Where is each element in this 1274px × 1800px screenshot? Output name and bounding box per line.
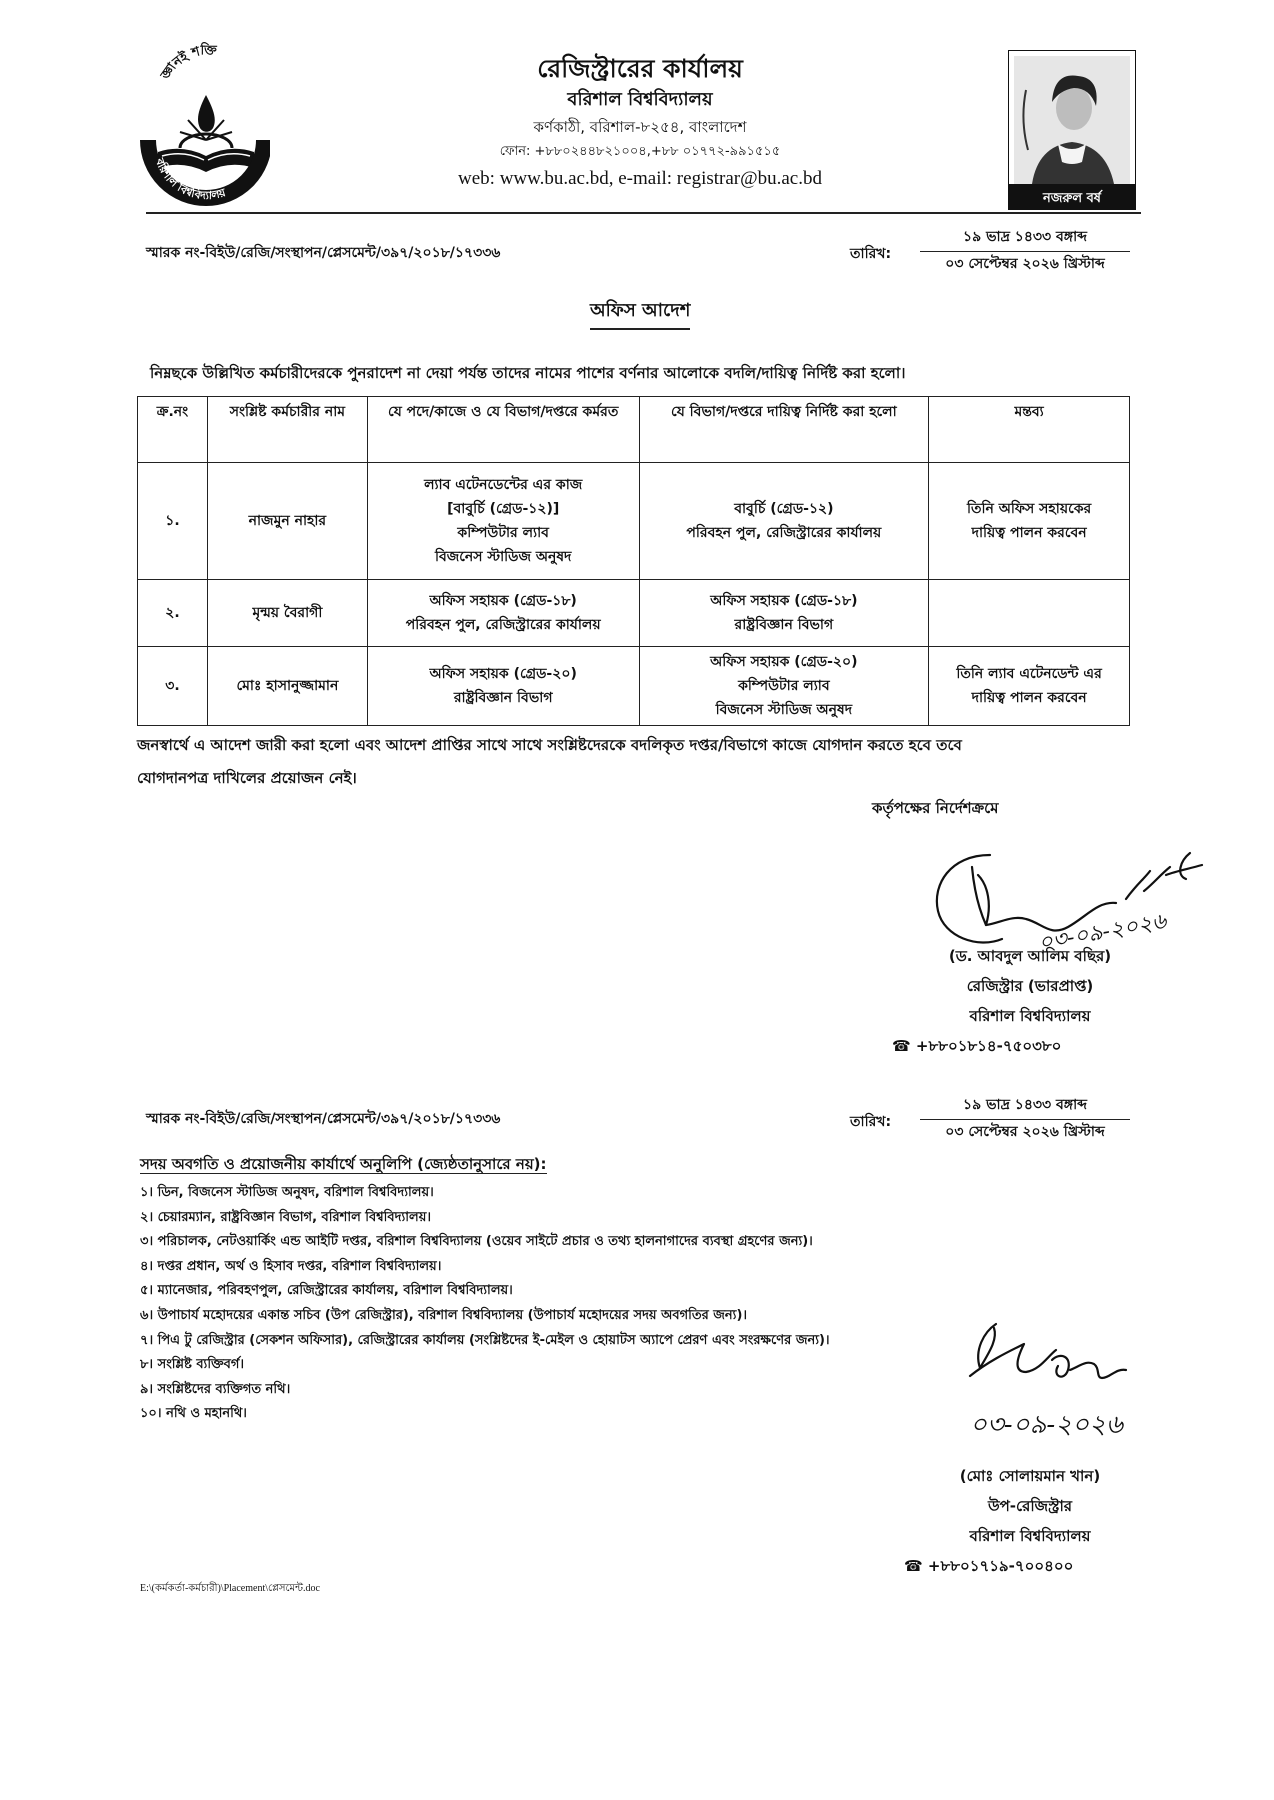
- signatory-phone-line: [880, 1031, 1180, 1061]
- telephone-icon: ☎: [892, 1037, 911, 1055]
- date-label: তারিখ:: [850, 246, 892, 262]
- serial-cell: ২.: [138, 580, 208, 647]
- list-item: ৮। সংশ্লিষ্ট ব্যক্তিবর্গ।: [140, 1357, 245, 1373]
- university-logo: [140, 40, 270, 210]
- signatory-name: (ড. আবদুল আলিম বছির): [948, 947, 1112, 965]
- cell-line: বিজনেস স্টাডিজ অনুষদ: [715, 702, 853, 718]
- transfer-table: [137, 396, 1130, 726]
- serial-cell: ৩.: [138, 647, 208, 726]
- cell-line: অফিস সহায়ক (গ্রেড-২০): [429, 666, 577, 682]
- list-item: ১০। নথি ও মহানথি।: [140, 1406, 247, 1422]
- remarks-cell: [929, 647, 1130, 726]
- handwritten-date: ০৩-০৯-২০২৬: [1036, 908, 1169, 957]
- cell-line: রাষ্ট্রবিজ্ঞান বিভাগ: [453, 690, 553, 706]
- signatory-phone: +৮৮০১৭১৯-৭০০৪০০: [927, 1557, 1074, 1575]
- list-item: ২। চেয়ারম্যান, রাষ্ট্রবিজ্ঞান বিভাগ, বরিশাল বিশ্ববিদ্যালয়।: [140, 1209, 432, 1225]
- cell-line: অফিস সহায়ক (গ্রেড-২০): [710, 654, 858, 670]
- copies-title: সদয় অবগতি ও প্রয়োজনীয় কার্যার্থে অনুলিপি (জ্যেষ্ঠতানুসারে নয়):: [140, 1155, 547, 1173]
- cell-line: কম্পিউটার ল্যাব: [738, 678, 830, 694]
- signatory-designation: রেজিস্ট্রার (ভারপ্রাপ্ত): [966, 977, 1094, 995]
- order-title: অফিস আদেশ: [590, 296, 690, 330]
- cell-line: দায়িত্ব পালন করবেন: [971, 690, 1087, 706]
- list-item: ৪। দপ্তর প্রধান, অর্থ ও হিসাব দপ্তর, বরিশাল বিশ্ববিদ্যালয়।: [140, 1258, 442, 1274]
- cell-line: বাবুর্চি (গ্রেড-১২): [734, 501, 834, 517]
- cell-line: কম্পিউটার ল্যাব: [457, 525, 549, 541]
- letterhead: [330, 52, 950, 194]
- employee-name: নাজমুন নাহার: [207, 463, 367, 580]
- svg-text:জ্ঞানই শক্তি: [158, 41, 219, 83]
- file-path: E:\(কর্মকর্তা-কর্মচারী)\Placement\প্লেসমেন্ট.doc: [140, 1583, 320, 1594]
- list-item: ৭। পিএ টু রেজিস্ট্রার (সেকশন অফিসার), রেজিস্ট্রারের কার্যালয় (সংশ্লিষ্টদের ই-মেইল ও হোয়াটস অ্যাপে প্রেরণ এবং সংরক্ষণের জন্য)।: [140, 1332, 830, 1348]
- employee-name: মৃন্ময় বৈরাগী: [207, 580, 367, 647]
- current-post-cell: [367, 580, 639, 647]
- remarks-cell: [929, 463, 1130, 580]
- office-phone: ফোন: +৮৮০২৪৪৮২১০০৪,+৮৮ ০১৭৭২-৯৯১৫১৫: [499, 144, 781, 159]
- logo-motto: জ্ঞানই শক্তি: [158, 43, 217, 83]
- handwritten-date: ০৩-০৯-২০২৬: [970, 1410, 1123, 1440]
- deputy-registrar-signature: [960, 1320, 1210, 1450]
- remarks-cell: [929, 580, 1130, 647]
- signatory-university: বরিশাল বিশ্ববিদ্যালয়: [969, 1007, 1091, 1025]
- signatory-block: [880, 1461, 1180, 1581]
- employee-name: মোঃ হাসানুজ্জামান: [207, 647, 367, 726]
- memo-number: স্মারক নং-বিইউ/রেজি/সংস্থাপন/প্লেসমেন্ট/৩৯৭/২০১৮/১৭৩৩৬: [146, 1111, 501, 1127]
- column-header: সংশ্লিষ্ট কর্মচারীর নাম: [207, 397, 367, 463]
- signatory-university: বরিশাল বিশ্ববিদ্যালয়: [969, 1527, 1091, 1545]
- cell-line: দায়িত্ব পালন করবেন: [971, 525, 1087, 541]
- signatory-phone: +৮৮০১৮১৪-৭৫০৩৮০: [915, 1037, 1062, 1055]
- order-intro: নিম্নছকে উল্লিখিত কর্মচারীদেরকে পুনরাদেশ না দেয়া পর্যন্ত তাদের নামের পাশের বর্ণনার আলোকে বদলি/দায়িত্ব নির্দিষ্ট করা হলো।: [150, 364, 906, 382]
- assigned-post-cell: [639, 463, 929, 580]
- current-post-cell: [367, 463, 639, 580]
- telephone-icon: ☎: [904, 1557, 923, 1575]
- column-header: যে পদে/কাজে ও যে বিভাগ/দপ্তরে কর্মরত: [367, 397, 639, 463]
- assigned-post-cell: [639, 647, 929, 726]
- date-bangla: ১৯ ভাদ্র ১৪৩৩ বঙ্গাব্দ: [920, 1093, 1130, 1120]
- cell-line: তিনি ল্যাব এটেনডেন্ট এর: [956, 666, 1102, 682]
- list-item: ১। ডিন, বিজনেস স্টাডিজ অনুষদ, বরিশাল বিশ্ববিদ্যালয়।: [140, 1185, 434, 1200]
- cell-line: ল্যাব এটেনডেন্টের এর কাজ: [424, 477, 583, 493]
- cell-line: বিজনেস স্টাডিজ অনুষদ: [434, 549, 572, 565]
- office-title: রেজিস্ট্রারের কার্যালয়: [537, 54, 743, 83]
- copies-list: [140, 1181, 830, 1427]
- list-item: ৬। উপাচার্য মহোদয়ের একান্ত সচিব (উপ রেজিস্ট্রার), বরিশাল বিশ্ববিদ্যালয় (উপাচার্য মহোদয়ের সদয় অবগতির জন্য)।: [140, 1307, 748, 1323]
- signatory-name: (মোঃ সোলায়মান খান): [959, 1467, 1101, 1485]
- university-name: বরিশাল বিশ্ববিদ্যালয়: [567, 89, 713, 110]
- table-row: [138, 463, 1130, 580]
- cell-line: তিনি অফিস সহায়কের: [966, 501, 1092, 517]
- date-bangla: ১৯ ভাদ্র ১৪৩৩ বঙ্গাব্দ: [920, 225, 1130, 252]
- by-order-of-authority: কর্তৃপক্ষের নির্দেশক্রমে: [872, 799, 999, 817]
- cell-line: [বাবুর্চি (গ্রেড-১২)]: [447, 501, 560, 517]
- signatory-designation: উপ-রেজিস্ট্রার: [987, 1497, 1073, 1515]
- cell-line: রাষ্ট্রবিজ্ঞান বিভাগ: [734, 617, 834, 633]
- portrait-photo: [1008, 50, 1136, 210]
- date-label: তারিখ:: [850, 1114, 892, 1130]
- web-email: web: www.bu.ac.bd, e-mail: registrar@bu.ac.bd: [458, 168, 822, 189]
- signatory-phone-line: [880, 1551, 1180, 1581]
- cell-line: অফিস সহায়ক (গ্রেড-১৮): [710, 593, 858, 609]
- table-row: [138, 647, 1130, 726]
- closing-line: জনস্বার্থে এ আদেশ জারী করা হলো এবং আদেশ প্রাপ্তির সাথে সাথে সংশ্লিষ্টদেরকে বদলিকৃত দপ্তর/বিভাগে কাজে যোগদান করতে হবে তবে: [137, 736, 962, 754]
- memo-number: স্মারক নং-বিইউ/রেজি/সংস্থাপন/প্লেসমেন্ট/৩৯৭/২০১৮/১৭৩৩৬: [146, 245, 501, 261]
- memo-date: [850, 225, 1140, 275]
- current-post-cell: [367, 647, 639, 726]
- table-row: [138, 580, 1130, 647]
- list-item: ৫। ম্যানেজার, পরিবহণপুল, রেজিস্ট্রারের কার্যালয়, বরিশাল বিশ্ববিদ্যালয়।: [140, 1283, 513, 1299]
- list-item: ৯। সংশ্লিষ্টদের ব্যক্তিগত নথি।: [140, 1381, 291, 1397]
- closing-text: [137, 729, 1137, 795]
- date-gregorian: ০৩ সেপ্টেম্বর ২০২৬ খ্রিস্টাব্দ: [945, 1124, 1105, 1140]
- cell-line: পরিবহন পুল, রেজিস্ট্রারের কার্যালয়: [686, 525, 882, 541]
- closing-line: যোগদানপত্র দাখিলের প্রয়োজন নেই।: [137, 769, 357, 787]
- logo-ring-text: বরিশাল বিশ্ববিদ্যালয়: [152, 156, 228, 203]
- date-gregorian: ০৩ সেপ্টেম্বর ২০২৬ খ্রিস্টাব্দ: [945, 256, 1105, 272]
- photo-caption: নজরুল বর্ষ: [1043, 191, 1101, 206]
- table-header-row: [138, 397, 1130, 463]
- column-header: যে বিভাগ/দপ্তরে দায়িত্ব নির্দিষ্ট করা হলো: [639, 397, 929, 463]
- signatory-block: [880, 941, 1180, 1061]
- memo-date: [850, 1093, 1140, 1143]
- header-divider: [146, 212, 1141, 214]
- assigned-post-cell: [639, 580, 929, 647]
- copies-heading: [140, 1153, 547, 1178]
- cell-line: অফিস সহায়ক (গ্রেড-১৮): [429, 593, 577, 609]
- cell-line: পরিবহন পুল, রেজিস্ট্রারের কার্যালয়: [405, 617, 601, 633]
- address: কর্ণকাঠী, বরিশাল-৮২৫৪, বাংলাদেশ: [533, 118, 747, 136]
- column-header: ক্র.নং: [138, 397, 208, 463]
- serial-cell: ১.: [138, 463, 208, 580]
- column-header: মন্তব্য: [929, 397, 1130, 463]
- list-item: ৩। পরিচালক, নেটওয়ার্কিং এন্ড আইটি দপ্তর, বরিশাল বিশ্ববিদ্যালয় (ওয়েব সাইটে প্রচার ও তথ্য হালনাগাদের ব্যবস্থা গ্রহণের জন্য)।: [140, 1234, 813, 1250]
